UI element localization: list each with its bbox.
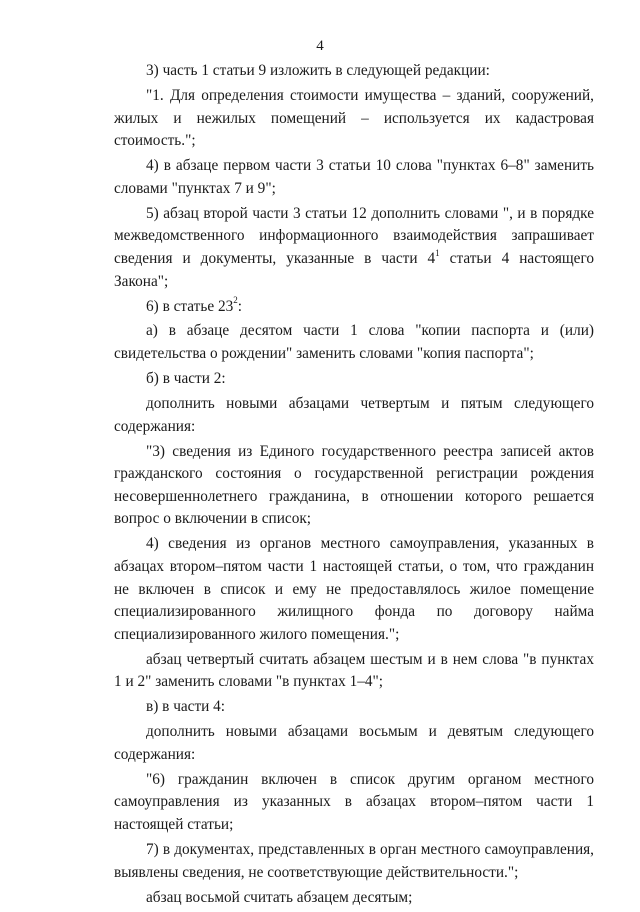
- paragraph-new-4: 4) сведения из органов местного самоуправления, указанных в абзацах втором–пятом части 1 настоящей статьи, о том, что гражданин не включен в список и ему не предоставлялось жилое помещение специализированного жилищного фонда по договору найма специализированного жилого помещения.";: [114, 535, 594, 643]
- paragraph-add-4-5: дополнить новыми абзацами четвертым и пятым следующего содержания:: [114, 395, 594, 435]
- paragraph-new-7: 7) в документах, представленных в орган местного самоуправления, выявлены сведения, не соответствующие действительности.";: [114, 841, 594, 881]
- superscript-2: 2: [233, 295, 238, 306]
- paragraph-item-v: в) в части 4:: [146, 698, 226, 716]
- paragraph-renumber-8-10: абзац восьмой считать абзацем десятым;: [146, 888, 413, 906]
- paragraph-amendment-5: [114, 203, 594, 293]
- paragraph-item-b: б) в части 2:: [146, 370, 226, 388]
- paragraph-amendment-5-tail: статьи 4 настоящего Закона";: [114, 249, 594, 290]
- paragraph-new-6: "6) гражданин включен в список другим органом местного самоуправления из указанных в абзацах втором–пятом части 1 настоящей статьи;: [114, 770, 594, 834]
- paragraph-amendment-6-tail: :: [237, 297, 242, 315]
- superscript-1: 1: [435, 247, 440, 258]
- paragraph-amendment-5-main: 5) абзац второй части 3 статьи 12 дополнить словами ", и в порядке межведомственного информационного взаимодействия запрашивает сведения и документы, указанные в части 4: [114, 204, 594, 267]
- page-number: 4: [316, 38, 324, 54]
- document-body: [114, 60, 594, 912]
- paragraph-amendment-3: 3) часть 1 статьи 9 изложить в следующей редакции:: [146, 62, 490, 79]
- paragraph-amendment-6-main: 6) в статье 23: [146, 297, 234, 315]
- paragraph-item-a: а) в абзаце десятом части 1 слова "копии паспорта и (или) свидетельства о рождении" заменить словами "копия паспорта";: [114, 322, 594, 363]
- paragraph-article-9-text: "1. Для определения стоимости имущества – зданий, сооружений, жилых и нежилых помещений – используется их кадастровая стоимость.";: [114, 86, 594, 150]
- paragraph-amendment-6: [114, 296, 594, 319]
- paragraph-amendment-4: 4) в абзаце первом части 3 статьи 10 слова "пунктах 6–8" заменить словами "пунктах 7 и 9";: [114, 157, 594, 197]
- paragraph-renumber-4-6: абзац четвертый считать абзацем шестым и в нем слова "в пунктах 1 и 2" заменить словами "в пунктах 1–4";: [114, 650, 594, 691]
- paragraph-new-3: "3) сведения из Единого государственного реестра записей актов гражданского состояния о государственной регистрации рождения несовершеннолетнего гражданина, в отношении которого решается вопрос о включении в список;: [114, 442, 594, 528]
- paragraph-add-8-9: дополнить новыми абзацами восьмым и девятым следующего содержания:: [114, 723, 594, 763]
